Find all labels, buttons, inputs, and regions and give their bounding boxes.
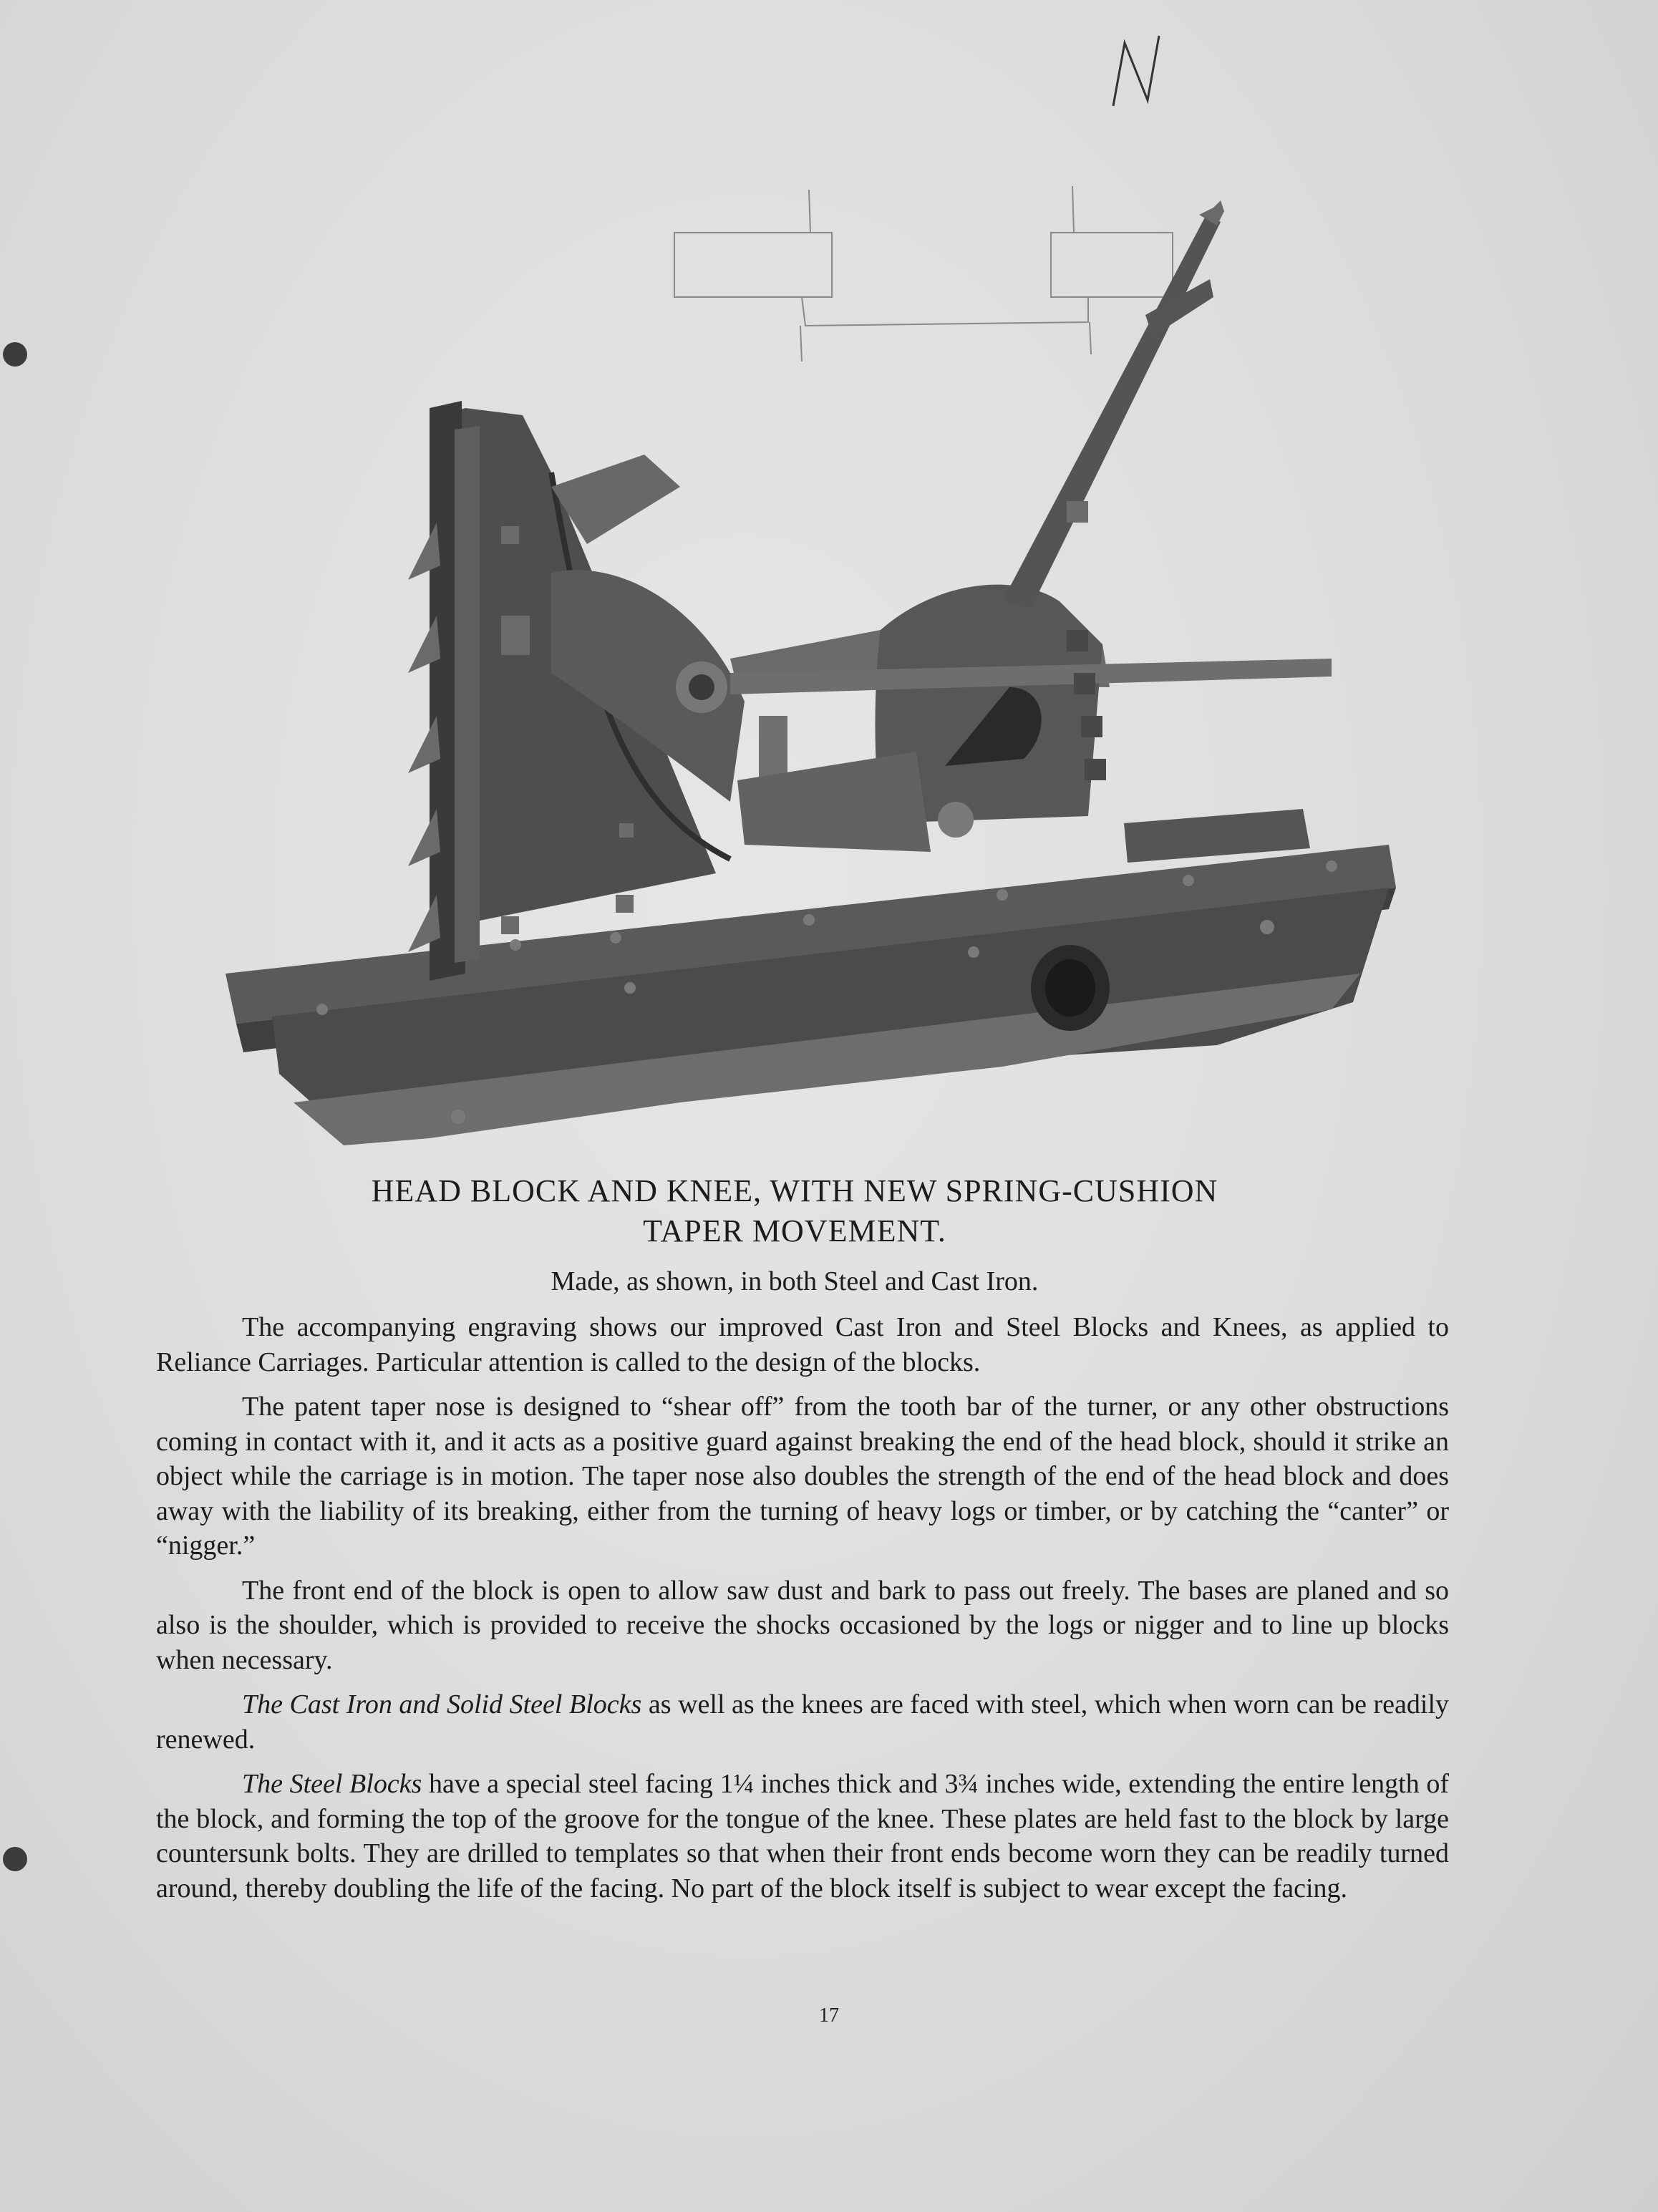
paragraph-steel-blocks: The Steel Blocks have a special steel facing 1¼ inches thick and 3¾ inches wide, extending the entire length of the block, and forming the top of the groove for the tongue of the knee. These plates are held fast to the block by large countersunk bolts. They are drilled to templates so that when their front ends become worn they can be readily turned around, thereby doubling the life of the facing. No part of the block itself is subject to wear except the facing. (156, 1769, 1449, 1903)
caption-line-1: HEAD BLOCK AND KNEE, WITH NEW SPRING-CUSHION (371, 1173, 1218, 1208)
base-rail (226, 809, 1396, 1145)
paragraph-cast-iron-blocks: The Cast Iron and Solid Steel Blocks as well as the knees are faced with steel, which when worn can be readily renewed. (156, 1689, 1449, 1755)
page-number: 17 (819, 2004, 839, 2027)
subcaption: Made, as shown, in both Steel and Cast Iron. (551, 1266, 1039, 1296)
caption-line-2: TAPER MOVEMENT. (643, 1213, 946, 1248)
binding-hole-top (3, 342, 27, 367)
pencil-sketch (674, 186, 1173, 362)
illustration-caption (272, 1171, 1317, 1251)
body-text (156, 1310, 1449, 1916)
paragraph-engraving: The accompanying engraving shows our improved Cast Iron and Steel Blocks and Knees, as applied to Reliance Carriages. Particular attention is called to the design of the blocks. (156, 1312, 1449, 1377)
setting-lever (1002, 200, 1224, 608)
paragraph-taper-nose: The patent taper nose is designed to “shear off” from the tooth bar of the turner, or any other obstructions coming in contact with it, and it acts as a positive guard against breaking the end of the head block, should it strike an object while the carriage is in motion. The taper nose also doubles the strength of the end of the head block and does away with the liability of its breaking, either from the turning of heavy logs or timber, or by catching the “canter” or “nigger.” (156, 1392, 1449, 1561)
head-block-knee-illustration (215, 172, 1432, 1174)
handwritten-mark (1106, 29, 1170, 115)
paragraph-front-end: The front end of the block is open to allow saw dust and bark to pass out freely. The bases are planed and so also is the shoulder, which is provided to receive the shocks occasioned by the logs or nigger and to line up blocks when necessary. (156, 1575, 1449, 1675)
binding-hole-bottom (3, 1847, 27, 1871)
